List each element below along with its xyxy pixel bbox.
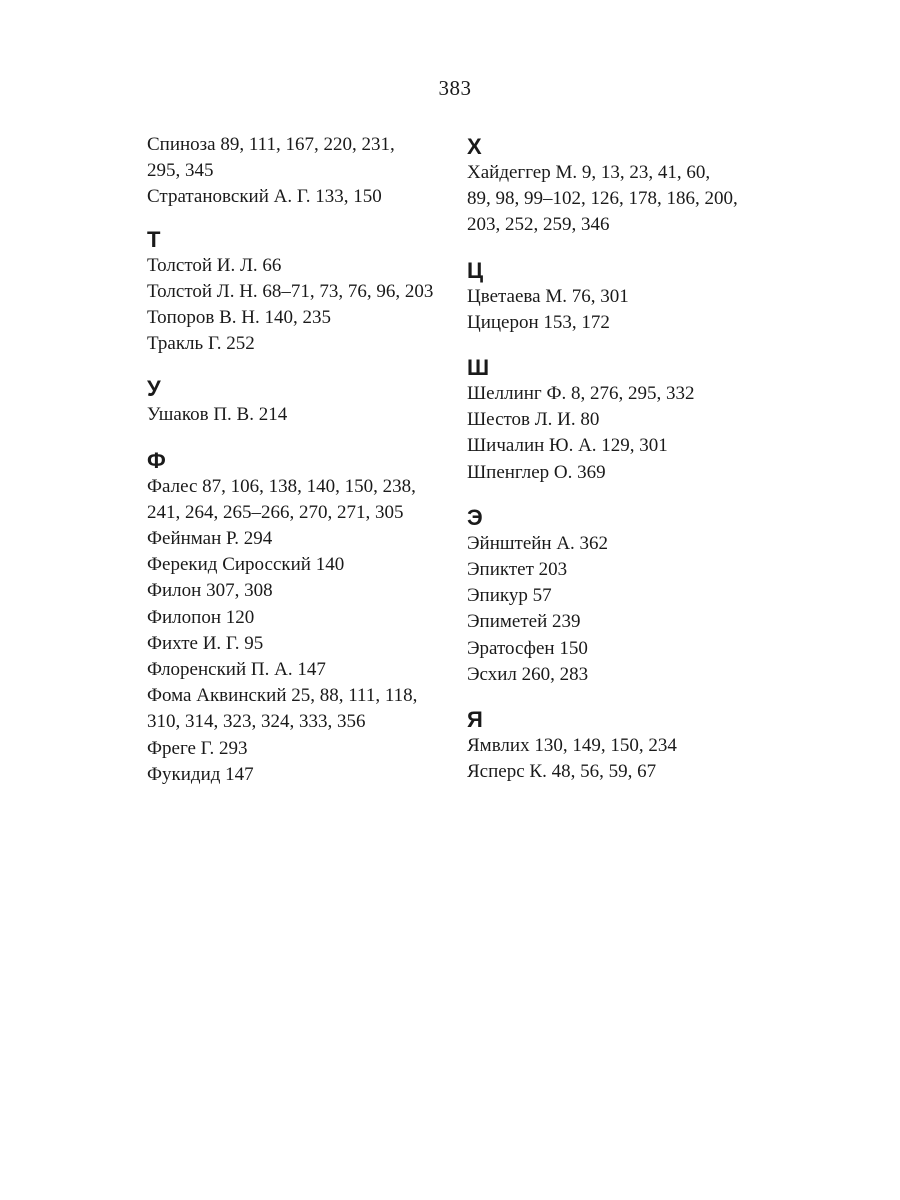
index-entry: Филопон 120 <box>147 606 255 628</box>
section-letter-heading: У <box>147 376 161 402</box>
index-entry: Ушаков П. В. 214 <box>147 404 288 426</box>
index-entry: Эратосфен 150 <box>467 637 588 659</box>
index-section-kh <box>467 132 777 239</box>
index-entry: Фейнман Р. 294 <box>147 528 273 550</box>
section-letter-heading: Я <box>467 707 483 733</box>
index-entry: Хайдеггер М. 9, 13, 23, 41, 60, 89, 98, 99–102, 126, 178, 186, 200, 203, 252, 259, 346 <box>467 162 738 236</box>
index-entry: Ясперс К. 48, 56, 59, 67 <box>467 761 657 783</box>
index-entry: Шеллинг Ф. 8, 276, 295, 332 <box>467 383 695 405</box>
section-letter-heading: Ш <box>467 355 490 381</box>
index-entry: Эсхил 260, 283 <box>467 663 589 685</box>
index-entry: Топоров В. Н. 140, 235 <box>147 307 331 329</box>
section-letter-heading: Э <box>467 504 483 530</box>
index-entry: Толстой Л. Н. 68–71, 73, 76, 96, 203 <box>147 280 434 302</box>
index-entry: Спиноза 89, 111, 167, 220, 231, 295, 345 <box>147 134 395 182</box>
index-entry: Фукидид 147 <box>147 763 254 785</box>
section-letter-heading: Ф <box>147 447 166 473</box>
section-letter-heading: Т <box>147 226 161 252</box>
index-section-sh <box>467 353 777 486</box>
page-number: 383 <box>438 76 472 100</box>
index-entry: Фихте И. Г. 95 <box>147 632 264 654</box>
section-letter-heading: Ц <box>467 257 484 283</box>
index-entry: Ферекид Сиросский 140 <box>147 554 345 576</box>
index-entry: Цицерон 153, 172 <box>467 311 610 333</box>
index-section-t <box>147 225 457 358</box>
index-entry: Фома Аквинский 25, 88, 111, 118, 310, 314, 323, 324, 333, 356 <box>147 685 418 733</box>
index-section-ts <box>467 256 777 336</box>
index-entry: Шпенглер О. 369 <box>467 461 606 483</box>
index-entry: Эпиметей 239 <box>467 611 581 633</box>
index-entry: Стратановский А. Г. 133, 150 <box>147 186 382 208</box>
index-entry: Шестов Л. И. 80 <box>467 409 600 431</box>
index-section-u <box>147 374 457 428</box>
index-entry: Эпиктет 203 <box>467 559 568 581</box>
index-entry: Цветаева М. 76, 301 <box>467 285 629 307</box>
index-entry: Эпикур 57 <box>467 585 552 607</box>
index-entry: Филон 307, 308 <box>147 580 273 602</box>
index-entry: Флоренский П. А. 147 <box>147 659 326 681</box>
index-entry: Ямвлих 130, 149, 150, 234 <box>467 735 677 757</box>
index-entry: Толстой И. Л. 66 <box>147 254 282 276</box>
index-entry: Эйнштейн А. 362 <box>467 532 609 554</box>
index-section-f <box>147 446 457 788</box>
index-entry: Фалес 87, 106, 138, 140, 150, 238, 241, 264, 265–266, 270, 271, 305 <box>147 475 416 523</box>
index-column-left <box>147 132 457 805</box>
index-entry: Фреге Г. 293 <box>147 737 248 759</box>
index-section-ya <box>467 705 777 785</box>
index-section-s-continued <box>147 132 457 211</box>
section-letter-heading: Х <box>467 134 482 159</box>
index-entry: Шичалин Ю. А. 129, 301 <box>467 435 668 457</box>
index-column-right <box>467 132 777 802</box>
index-entry: Тракль Г. 252 <box>147 333 255 355</box>
index-section-e <box>467 503 777 688</box>
